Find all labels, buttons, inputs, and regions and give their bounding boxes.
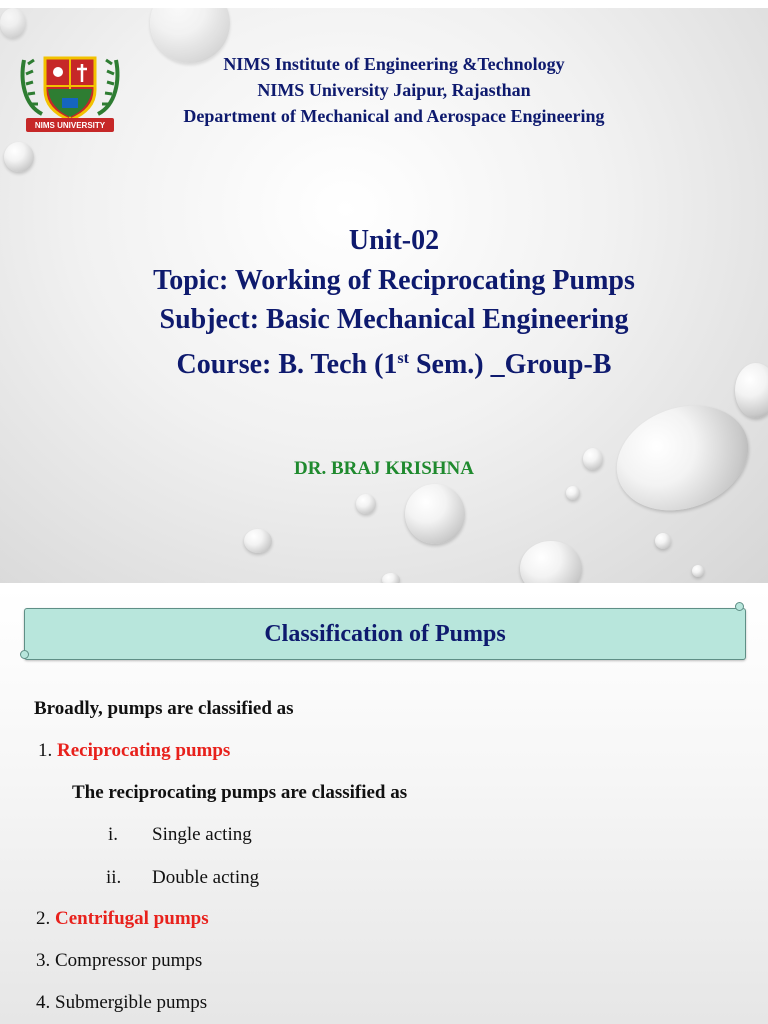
water-drop bbox=[735, 363, 768, 418]
water-drop bbox=[602, 388, 763, 528]
water-drop bbox=[692, 565, 704, 577]
water-drop bbox=[4, 142, 34, 172]
water-drop bbox=[244, 529, 272, 553]
classification-slide bbox=[0, 588, 768, 1024]
water-drop bbox=[405, 484, 465, 544]
sub-list-item-label: Double acting bbox=[152, 867, 260, 888]
slide-heading: Classification of Pumps bbox=[264, 621, 506, 647]
list-item bbox=[36, 908, 209, 930]
sub-list-item-label: Single acting bbox=[152, 824, 252, 845]
list-item: 3. Compressor pumps bbox=[36, 950, 203, 971]
institute-name: NIMS Institute of Engineering &Technology bbox=[223, 54, 565, 74]
course-suffix: Sem.) _Group-B bbox=[408, 349, 612, 380]
course-prefix: Course: B. Tech (1 bbox=[176, 349, 398, 380]
intro-text: Broadly, pumps are classified as bbox=[34, 698, 294, 719]
department-name: Department of Mechanical and Aerospace Engineering bbox=[183, 106, 605, 126]
water-drop bbox=[520, 541, 582, 583]
item-label: Centrifugal pumps bbox=[55, 908, 209, 929]
scroll-curl bbox=[735, 602, 744, 611]
water-drop bbox=[566, 486, 580, 500]
logo-text: NIMS UNIVERSITY bbox=[34, 121, 106, 130]
topic-heading: Topic: Working of Reciprocating Pumps bbox=[153, 265, 635, 296]
university-logo bbox=[18, 50, 122, 136]
course-superscript: st bbox=[397, 350, 409, 367]
water-drop bbox=[0, 8, 26, 38]
water-drop bbox=[356, 494, 376, 514]
water-drop bbox=[655, 533, 671, 549]
sub-intro-text: The reciprocating pumps are classified as bbox=[72, 782, 408, 803]
list-item bbox=[38, 740, 230, 762]
subject-heading: Subject: Basic Mechanical Engineering bbox=[159, 304, 629, 335]
title-slide bbox=[0, 8, 768, 583]
sub-list-item-number: ii. bbox=[106, 867, 122, 888]
item-label: Reciprocating pumps bbox=[57, 740, 231, 761]
water-drop bbox=[382, 573, 400, 583]
list-item: 4. Submergible pumps bbox=[36, 992, 208, 1013]
sub-list-item-number: i. bbox=[108, 824, 119, 845]
item-number: 1. bbox=[38, 740, 53, 761]
author-name: DR. BRAJ KRISHNA bbox=[294, 458, 474, 479]
university-name: NIMS University Jaipur, Rajasthan bbox=[257, 80, 531, 100]
item-number: 2. bbox=[36, 908, 51, 929]
scroll-curl bbox=[20, 650, 29, 659]
heading-scroll-banner bbox=[24, 608, 746, 660]
course-heading bbox=[60, 339, 728, 385]
unit-heading: Unit-02 bbox=[348, 225, 440, 256]
